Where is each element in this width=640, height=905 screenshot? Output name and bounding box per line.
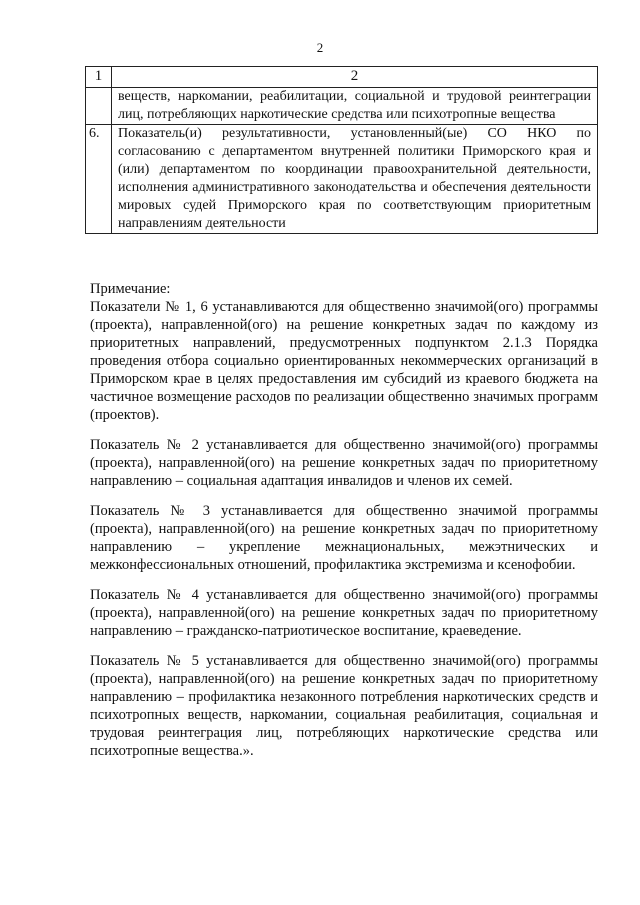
row-text: Показатель(и) результативности, установленный(ые) СО НКО по согласованию с департаментом внутренней политики Приморского края и (или) департаментом по координации правоохранительной деятельности, исполнения административного законодательства и обеспечения деятельности мировых судей Приморского края по соответствующим приоритетным направлениям деятельности — [112, 125, 598, 234]
notes-section — [90, 280, 598, 772]
note-paragraph: Показатель № 3 устанавливается для общественно значимой программы (проекта), направленной(ого) на решение конкретных задач по приоритетному направлению – укрепление межнациональных, межэтнических и межконфессиональных отношений, профилактика экстремизма и ксенофобии. — [90, 503, 598, 573]
note-paragraph: Показатель № 2 устанавливается для общественно значимой(ого) программы (проекта), направленной(ого) на решение конкретных задач по приоритетному направлению – социальная адаптация инвалидов и членов их семей. — [90, 437, 598, 489]
header-cell-col1: 1 — [86, 67, 112, 88]
notes-title: Примечание: — [90, 281, 171, 297]
header-cell-col2: 2 — [112, 67, 598, 88]
table-row — [86, 88, 598, 125]
row-number — [86, 88, 112, 125]
row-number: 6. — [86, 125, 112, 234]
row-text: веществ, наркомании, реабилитации, социальной и трудовой реинтеграции лиц, потребляющих наркотические средства или психотропные вещества — [112, 88, 598, 125]
table-row — [86, 125, 598, 234]
note-paragraph: Показатель № 4 устанавливается для общественно значимой(ого) программы (проекта), направленной(ого) на решение конкретных задач по приоритетному направлению – гражданско-патриотическое воспитание, краеведение. — [90, 587, 598, 639]
table-header-row — [86, 67, 598, 88]
note-paragraph: Показатели № 1, 6 устанавливаются для общественно значимой(ого) программы (проекта), направленной(ого) на решение конкретных задач по каждому из приоритетных направлений, предусмотренных подпунктом 2.1.3 Порядка проведения отбора социально ориентированных некоммерческих организаций в Приморском крае в целях предоставления им субсидий из краевого бюджета на частичное возмещение расходов по реализации общественно значимых программ (проектов). — [90, 299, 598, 423]
note-paragraph: Показатель № 5 устанавливается для общественно значимой(ого) программы (проекта), направленной(ого) на решение конкретных задач по приоритетному направлению – профилактика незаконного потребления наркотических средств и психотропных веществ, наркомании, социальная реабилитация, социальная и трудовая реинтеграция лиц, потребляющих наркотические средства или психотропные вещества.». — [90, 653, 598, 759]
page-number: 2 — [316, 40, 324, 55]
indicators-table — [85, 66, 598, 234]
